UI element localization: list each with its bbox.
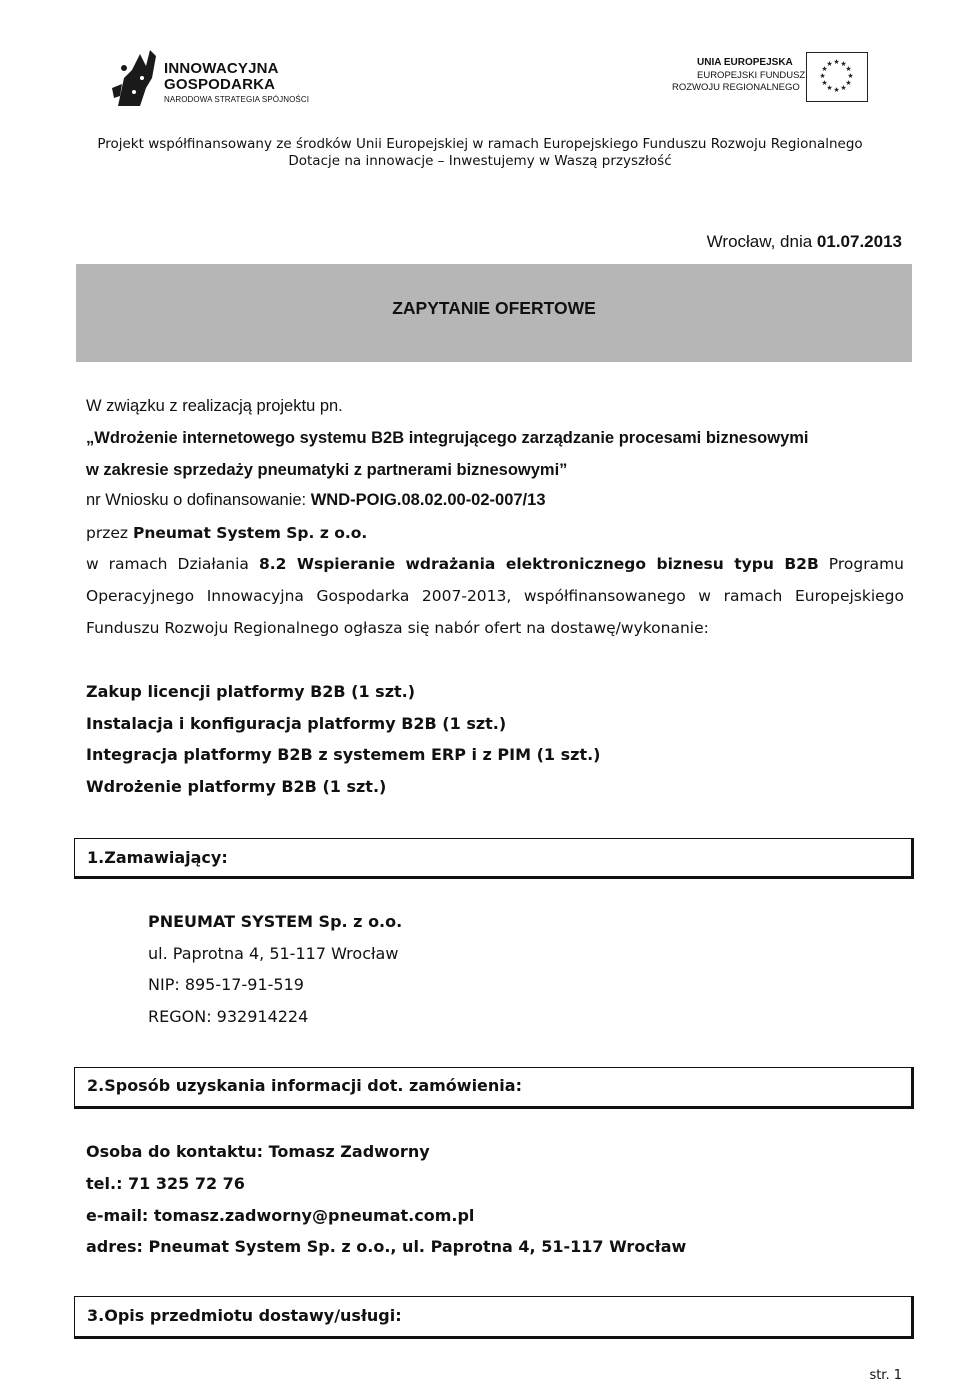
beneficiary-company: Pneumat System Sp. z o.o. (132, 524, 368, 542)
section-1-header (74, 838, 914, 879)
svg-text:★: ★ (847, 72, 854, 80)
contact-email: e-mail: tomasz.zadworny@pneumat.com.pl (86, 1206, 475, 1225)
eu-stars-icon (807, 53, 866, 100)
buyer-company: PNEUMAT SYSTEM Sp. z o.o. (148, 912, 403, 931)
funding-statement: Projekt współfinansowany ze środków Unii Europejskiej w ramach Europejskiego Funduszu Rozwoju Regionalnego (97, 136, 863, 152)
ig-logo-line3: NARODOWA STRATEGIA SPÓJNOŚCI (164, 95, 310, 104)
measure-name: 8.2 Wspieranie wdrażania elektronicznego biznesu typu B2B (258, 555, 819, 573)
intro-line: W związku z realizacją projektu pn. (86, 397, 343, 415)
ig-logo-line1: INNOWACYJNA (164, 60, 279, 77)
svg-text:★: ★ (845, 65, 852, 73)
page-number: str. 1 (869, 1368, 902, 1383)
eu-logo-line2: EUROPEJSKI FUNDUSZ (697, 70, 806, 81)
date-prefix: Wrocław, dnia (706, 232, 817, 251)
svg-text:★: ★ (819, 72, 826, 80)
section-2-header (74, 1067, 914, 1109)
date-value: 01.07.2013 (816, 232, 902, 251)
ig-emblem-icon (110, 48, 160, 108)
section-3-header (74, 1296, 914, 1339)
buyer-regon: REGON: 932914224 (148, 1007, 309, 1026)
list-item: Instalacja i konfiguracja platformy B2B (1 szt.) (86, 714, 507, 733)
buyer-address: ul. Paprotna 4, 51-117 Wrocław (148, 944, 399, 963)
contact-phone: tel.: 71 325 72 76 (86, 1174, 245, 1193)
document-date (707, 232, 902, 252)
svg-text:★: ★ (833, 86, 840, 94)
section-1-title: 1.Zamawiający: (87, 848, 228, 867)
svg-text:★: ★ (833, 58, 840, 66)
svg-text:★: ★ (821, 79, 828, 87)
document-title: ZAPYTANIE OFERTOWE (392, 298, 596, 318)
application-number-line (86, 491, 546, 510)
project-name-line2: w zakresie sprzedaży pneumatyki z partnerami biznesowymi” (86, 461, 568, 479)
measure-suffix: Programu (818, 555, 904, 573)
buyer-nip: NIP: 895-17-91-519 (148, 975, 304, 994)
application-label: nr Wniosku o dofinansowanie: (86, 491, 311, 509)
contact-person: Osoba do kontaktu: Tomasz Zadworny (86, 1142, 430, 1161)
svg-text:★: ★ (821, 65, 828, 73)
call-line: Funduszu Rozwoju Regionalnego ogłasza się nabór ofert na dostawę/wykonanie: (86, 619, 709, 637)
svg-text:★: ★ (840, 84, 847, 92)
section-3-title: 3.Opis przedmiotu dostawy/usługi: (87, 1306, 402, 1325)
list-item: Integracja platformy B2B z systemem ERP i z PIM (1 szt.) (86, 745, 601, 764)
svg-text:★: ★ (845, 79, 852, 87)
list-item: Wdrożenie platformy B2B (1 szt.) (86, 777, 387, 796)
beneficiary-line (86, 524, 367, 542)
application-number: WND-POIG.08.02.00-02-007/13 (310, 491, 546, 509)
title-band (76, 264, 912, 362)
measure-line (86, 555, 904, 573)
eu-flag-icon (806, 52, 868, 102)
list-item: Zakup licencji platformy B2B (1 szt.) (86, 682, 416, 701)
by-label: przez (86, 524, 133, 542)
svg-text:★: ★ (826, 60, 833, 68)
contact-address: adres: Pneumat System Sp. z o.o., ul. Paprotna 4, 51-117 Wrocław (86, 1237, 687, 1256)
svg-text:★: ★ (840, 60, 847, 68)
eu-logo-line1: UNIA EUROPEJSKA (697, 57, 793, 68)
eu-logo-line3: ROZWOJU REGIONALNEGO (672, 82, 800, 93)
program-slogan: Dotacje na innowacje – Inwestujemy w Waszą przyszłość (288, 153, 672, 169)
project-name-line1: „Wdrożenie internetowego systemu B2B integrującego zarządzanie procesami biznesowymi (86, 429, 809, 447)
program-line: Operacyjnego Innowacyjna Gospodarka 2007-2013, współfinansowanego w ramach Europejskiego (86, 587, 904, 605)
section-2-title: 2.Sposób uzyskania informacji dot. zamówienia: (87, 1076, 522, 1095)
ig-logo-line2: GOSPODARKA (164, 76, 276, 93)
svg-text:★: ★ (826, 84, 833, 92)
measure-prefix: w ramach Działania (86, 555, 259, 573)
